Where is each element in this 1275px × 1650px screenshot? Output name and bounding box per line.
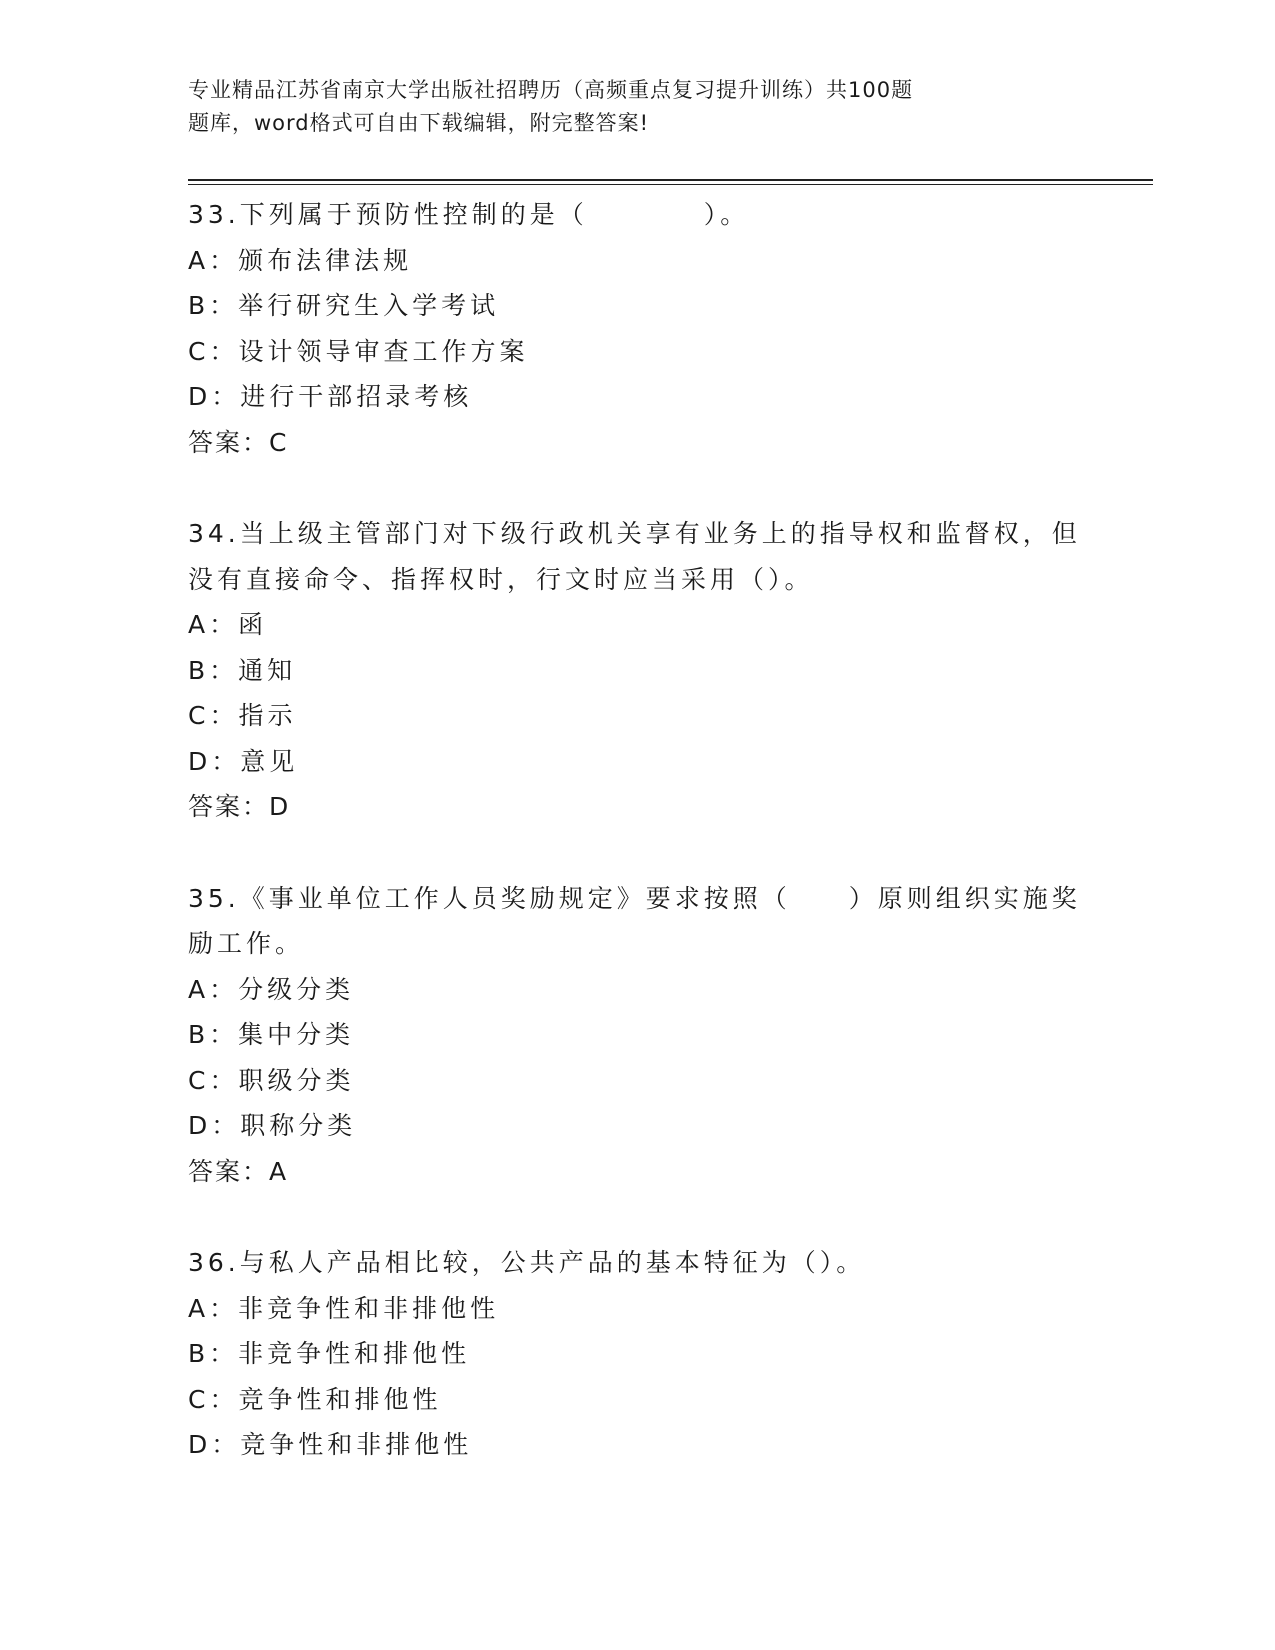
question-stem: 34.当上级主管部门对下级行政机关享有业务上的指导权和监督权，但 — [188, 519, 1081, 548]
option-d: D：进行干部招录考核 — [188, 382, 473, 411]
document-header — [188, 74, 1028, 140]
option-c: C：职级分类 — [188, 1065, 355, 1095]
question-stem: 33.下列属于预防性控制的是（ ）。 — [188, 200, 750, 229]
answer: 答案：A — [188, 1156, 289, 1186]
option-a: A：颁布法律法规 — [188, 245, 413, 275]
option-b: B：通知 — [188, 655, 297, 685]
option-c: C：竞争性和排他性 — [188, 1384, 442, 1414]
answer: 答案：C — [188, 427, 289, 457]
question-34 — [188, 511, 1088, 830]
option-d: D：职称分类 — [188, 1111, 357, 1140]
option-b: B：非竞争性和排他性 — [188, 1339, 471, 1368]
option-c: C：指示 — [188, 701, 297, 730]
option-c: C：设计领导审查工作方案 — [188, 336, 529, 366]
option-d: D：意见 — [188, 746, 299, 776]
option-a: A：非竞争性和非排他性 — [188, 1293, 500, 1323]
option-b: B：集中分类 — [188, 1020, 355, 1049]
option-a: A：分级分类 — [188, 974, 355, 1004]
answer: 答案：D — [188, 792, 291, 821]
question-36 — [188, 1240, 1088, 1468]
header-line-1: 专业精品江苏省南京大学出版社招聘历（高频重点复习提升训练）共100题 — [188, 78, 914, 102]
option-d: D：竞争性和非排他性 — [188, 1430, 473, 1459]
question-stem: 36.与私人产品相比较，公共产品的基本特征为（）。 — [188, 1248, 866, 1277]
question-33 — [188, 192, 1088, 465]
header-divider-thin — [188, 184, 1153, 185]
question-list — [188, 192, 1088, 1468]
question-stem: 35.《事业单位工作人员奖励规定》要求按照（ ）原则组织实施奖 — [188, 883, 1081, 913]
question-35 — [188, 876, 1088, 1195]
header-line-2: 题库，word格式可自由下载编辑，附完整答案! — [188, 111, 650, 135]
header-divider-thick — [188, 179, 1153, 181]
option-b: B：举行研究生入学考试 — [188, 291, 500, 320]
question-stem-cont: 没有直接命令、指挥权时，行文时应当采用（）。 — [188, 564, 814, 594]
option-a: A：函 — [188, 610, 268, 639]
question-stem-cont: 励工作。 — [188, 929, 305, 958]
